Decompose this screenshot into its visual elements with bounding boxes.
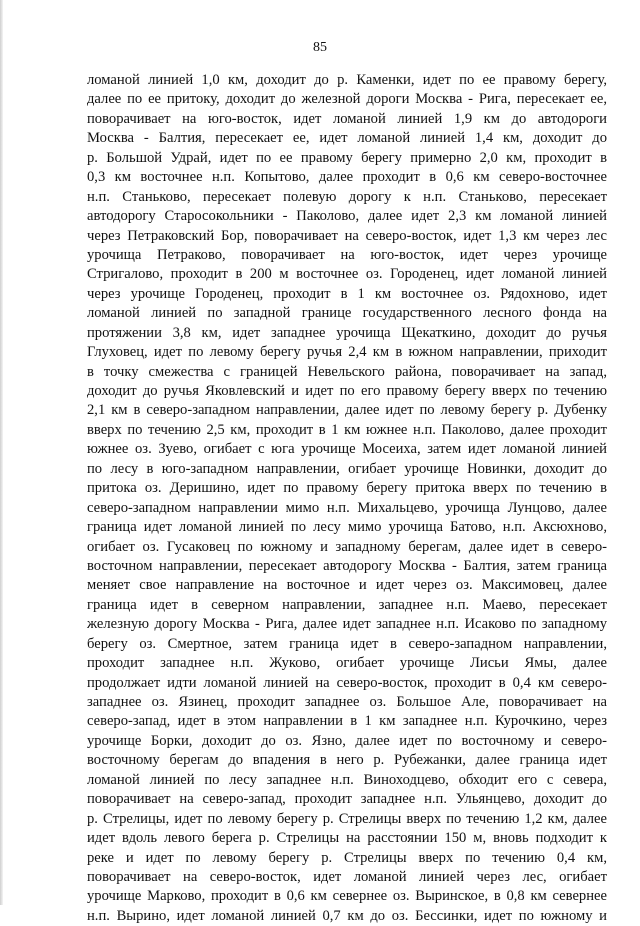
text-line: восточному берегам до впадения в него р. Рубежанки, далее граница идет [87,752,607,769]
text-line: граница идет ломаной линией по лесу мимо урочища Батово, н.п. Аксюхново, [87,519,607,536]
text-line: северо-запад, идет в этом направлении в 1 км западнее н.п. Курочкино, через [87,713,607,730]
text-line: поворачивает на северо-запад, проходит западнее н.п. Ульянцево, доходит до [87,791,607,808]
text-line: поворачивает на юго-восток, идет ломаной линией 1,9 км до автодороги [87,110,607,127]
text-line: железную дорогу Москва - Рига, далее идет западнее н.п. Исаково по западному [87,616,607,633]
text-line: через Петраковский Бор, поворачивает на северо-восток, идет 1,3 км через лес [87,227,607,244]
text-line: далее по ее притоку, доходит до железной дороги Москва - Рига, пересекает ее, [87,91,607,108]
text-line: южнее оз. Зуево, огибает с юга урочище Мосеиха, затем идет ломаной линией [87,441,607,458]
text-line: в точку смежества с границей Невельского района, поворачивает на запад, [87,363,607,380]
text-line: вверх по течению 2,5 км, проходит в 1 км южнее н.п. Паколово, далее проходит [87,421,607,438]
text-line: продолжает идти ломаной линией на северо-восток, проходит в 0,4 км северо- [87,674,607,691]
text-line: ломаной линией по западной границе государственного лесного фонда на [87,305,607,322]
text-line: западнее оз. Язинец, проходит западнее оз. Большое Але, поворачивает на [87,694,607,710]
text-line: огибает оз. Гусаковец по южному и западному берегам, далее идет в северо- [87,538,607,555]
text-line: граница идет в северном направлении, западнее н.п. Маево, пересекает [87,596,607,613]
page-number: 85 [313,40,327,55]
text-line: по лесу в юго-западном направлении, огибает урочище Новинки, доходит до [87,460,607,477]
scan-edge-shadow [0,0,3,905]
text-line: реке и идет по левому берегу р. Стрелицы вверх по течению 0,4 км, [87,849,607,866]
text-line: меняет свое направление на восточное и идет через оз. Максимовец, далее [87,577,607,594]
text-line: 2,1 км в северо-западном направлении, далее идет по левому берегу р. Дубенку [87,402,607,419]
text-line: урочища Петраково, поворачивает на юго-восток, идет через урочище [87,246,607,263]
text-line: автодорогу Старосокольники - Паколово, далее идет 2,3 км ломаной линией [87,208,607,225]
text-line: ломаной линией по лесу западнее н.п. Виноходцево, обходит его с севера, [87,771,607,788]
text-line: урочище Борки, доходит до оз. Язно, далее идет по восточному и северо- [87,732,607,749]
text-line: проходит западнее н.п. Жуково, огибает урочище Лисьи Ямы, далее [87,655,607,672]
text-line: поворачивает на северо-восток, идет ломаной линией через лес, огибает [87,868,607,885]
text-line: притока оз. Деришино, идет по правому берегу притока вверх по течению в [87,480,607,497]
text-line: через урочище Городенец, проходит в 1 км восточнее оз. Рядохново, идет [87,285,607,302]
text-line: восточном направлении, пересекает автодорогу Москва - Балтия, затем граница [87,557,607,574]
text-line: 0,3 км восточнее н.п. Копытово, далее проходит в 0,6 км северо-восточнее [87,169,607,186]
text-line: р. Большой Удрай, идет по ее правому берегу примерно 2,0 км, проходит в [87,149,607,166]
text-line: северо-западном направлении мимо н.п. Михальцево, урочища Лунцово, далее [87,499,607,516]
text-line: Стригалово, проходит в 200 м восточнее оз. Городенец, идет ломаной линией [87,266,607,283]
text-line: Глуховец, идет по левому берегу ручья 2,4 км в южном направлении, приходит [87,344,607,361]
text-line: берегу оз. Смертное, затем граница идет в северо-западном направлении, [87,635,607,652]
text-line: урочище Марково, проходит в 0,6 км севернее оз. Выринское, в 0,8 км севернее [87,888,607,905]
text-line: н.п. Станьково, пересекает полевую дорогу к н.п. Станьково, пересекает [87,188,607,205]
body-text [87,71,607,926]
text-line: идет вдоль левого берега р. Стрелицы на расстоянии 150 м, вновь подходит к [87,830,607,847]
text-line: протяжении 3,8 км, идет западнее урочища Щекаткино, доходит до ручья [87,324,607,341]
text-line: ломаной линией 1,0 км, доходит до р. Каменки, идет по ее правому берегу, [87,72,607,88]
text-line: н.п. Вырино, идет ломаной линией 0,7 км до оз. Бессинки, идет по южному и [87,907,607,924]
text-line: Москва - Балтия, пересекает ее, идет ломаной линией 1,4 км, доходит до [87,130,607,147]
text-line: доходит до ручья Яковлевский и идет по его правому берегу вверх по течению [87,383,607,399]
text-line: р. Стрелицы, идет по левому берегу р. Стрелицы вверх по течению 1,2 км, далее [87,810,607,827]
